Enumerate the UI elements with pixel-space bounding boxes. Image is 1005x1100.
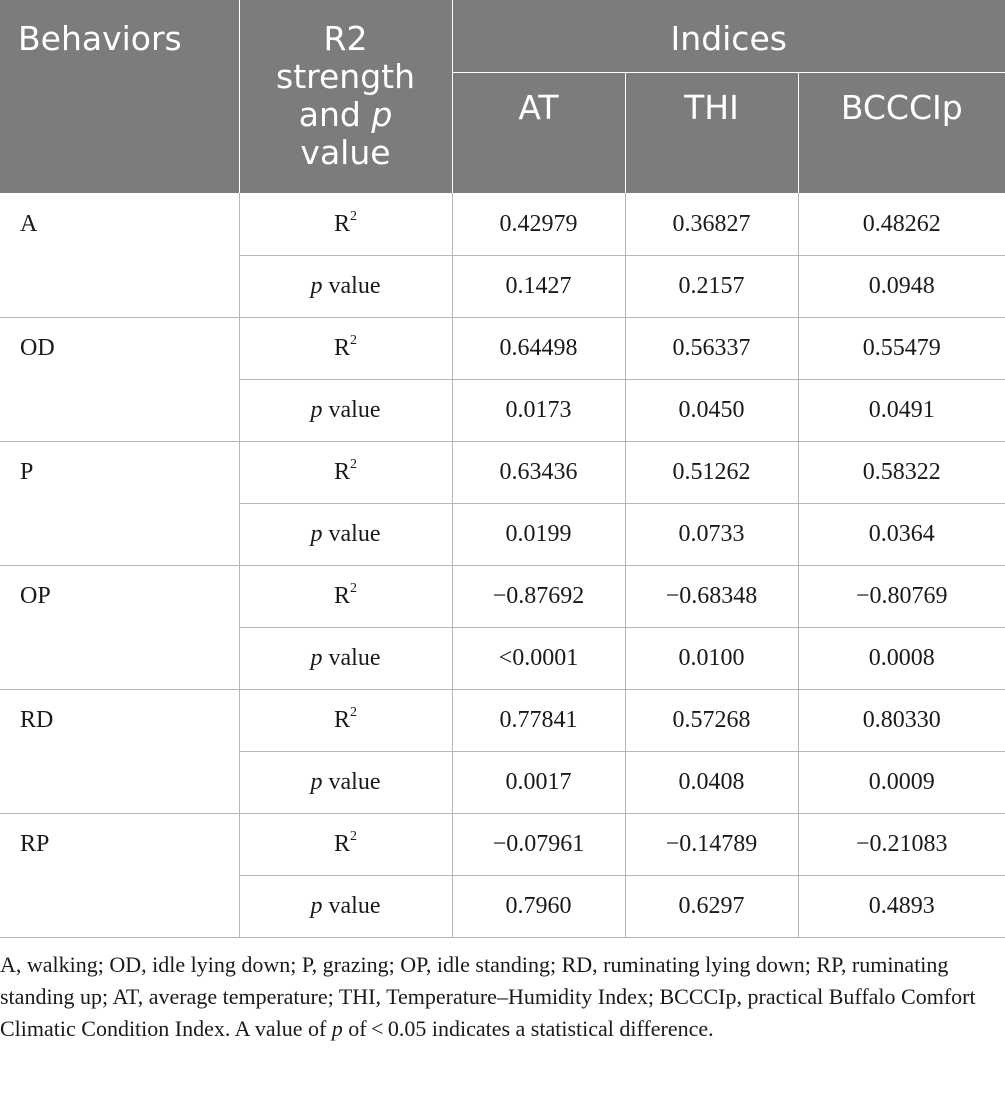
r2-base: R bbox=[333, 211, 350, 237]
r2-value: 0.56337 bbox=[625, 318, 798, 380]
footnote-text-before: A, walking; OD, idle lying down; P, grazing; OP, idle standing; RD, ruminating lying down; RP, ruminating standing up; AT, average temperature; THI, Temperature–Humidity Index; BCCCIp, practical Buffalo Comfort Climatic Condition Index. A value of bbox=[0, 952, 976, 1041]
p-italic: p bbox=[310, 273, 323, 299]
r2-superscript: 2 bbox=[350, 333, 357, 348]
r2-base: R bbox=[333, 583, 350, 609]
p-value: 0.0008 bbox=[798, 628, 1005, 690]
r2-value: −0.80769 bbox=[798, 566, 1005, 628]
r2-value: −0.07961 bbox=[452, 814, 625, 876]
header-indices: Indices bbox=[452, 0, 1005, 73]
r2-value: 0.58322 bbox=[798, 442, 1005, 504]
r2-base: R bbox=[333, 831, 350, 857]
header-r2-line2: strength bbox=[276, 57, 415, 96]
r2-value: 0.80330 bbox=[798, 690, 1005, 752]
header-index-at: AT bbox=[452, 73, 625, 194]
p-value: 0.4893 bbox=[798, 876, 1005, 938]
table-row-r2 bbox=[0, 814, 1005, 876]
table-header bbox=[0, 0, 1005, 193]
p-value: 0.0100 bbox=[625, 628, 798, 690]
p-value: 0.0491 bbox=[798, 380, 1005, 442]
table-row-r2 bbox=[0, 193, 1005, 256]
r2-superscript: 2 bbox=[350, 457, 357, 472]
p-italic: p bbox=[310, 521, 323, 547]
footnote-italic-p: p bbox=[331, 1016, 343, 1041]
p-value: 0.0364 bbox=[798, 504, 1005, 566]
p-value: 0.0408 bbox=[625, 752, 798, 814]
p-rest: value bbox=[322, 893, 381, 919]
p-value: 0.6297 bbox=[625, 876, 798, 938]
metric-label-p bbox=[239, 752, 452, 814]
footnote-text-after: of < 0.05 indicates a statistical difference. bbox=[342, 1016, 714, 1041]
r2-base: R bbox=[333, 707, 350, 733]
behavior-label: A bbox=[0, 193, 239, 318]
p-value: 0.0173 bbox=[452, 380, 625, 442]
table-row-r2 bbox=[0, 442, 1005, 504]
p-rest: value bbox=[322, 769, 381, 795]
p-italic: p bbox=[310, 645, 323, 671]
p-value: 0.7960 bbox=[452, 876, 625, 938]
table-body bbox=[0, 193, 1005, 938]
r2-superscript: 2 bbox=[350, 705, 357, 720]
r2-value: 0.48262 bbox=[798, 193, 1005, 256]
behavior-label: RP bbox=[0, 814, 239, 938]
header-r2-line4: value bbox=[300, 133, 391, 172]
metric-label-r2 bbox=[239, 690, 452, 752]
table-row-r2 bbox=[0, 566, 1005, 628]
p-rest: value bbox=[322, 397, 381, 423]
r2-value: 0.57268 bbox=[625, 690, 798, 752]
p-value: 0.0199 bbox=[452, 504, 625, 566]
p-value: 0.2157 bbox=[625, 256, 798, 318]
p-value: 0.1427 bbox=[452, 256, 625, 318]
p-italic: p bbox=[310, 769, 323, 795]
metric-label-r2 bbox=[239, 193, 452, 256]
p-value: 0.0017 bbox=[452, 752, 625, 814]
table-row-r2 bbox=[0, 690, 1005, 752]
metric-label-r2 bbox=[239, 814, 452, 876]
r2-value: −0.87692 bbox=[452, 566, 625, 628]
p-value: 0.0733 bbox=[625, 504, 798, 566]
p-rest: value bbox=[322, 521, 381, 547]
metric-label-r2 bbox=[239, 318, 452, 380]
behavior-label: OP bbox=[0, 566, 239, 690]
behavior-label: RD bbox=[0, 690, 239, 814]
header-r2-line3-prefix: and bbox=[298, 95, 361, 134]
r2-value: 0.42979 bbox=[452, 193, 625, 256]
metric-label-p bbox=[239, 380, 452, 442]
p-value: 0.0450 bbox=[625, 380, 798, 442]
header-r2-line3-italic: p bbox=[371, 95, 393, 134]
p-value: 0.0948 bbox=[798, 256, 1005, 318]
p-value: <0.0001 bbox=[452, 628, 625, 690]
metric-label-p bbox=[239, 876, 452, 938]
metric-label-p bbox=[239, 504, 452, 566]
metric-label-p bbox=[239, 628, 452, 690]
metric-label-p bbox=[239, 256, 452, 318]
metric-label-r2 bbox=[239, 566, 452, 628]
r2-value: −0.21083 bbox=[798, 814, 1005, 876]
header-index-thi: THI bbox=[625, 73, 798, 194]
header-index-bccip: BCCCIp bbox=[798, 73, 1005, 194]
table-row-r2 bbox=[0, 318, 1005, 380]
p-rest: value bbox=[322, 273, 381, 299]
header-r2-strength bbox=[239, 0, 452, 193]
r2-value: 0.77841 bbox=[452, 690, 625, 752]
r2-value: 0.36827 bbox=[625, 193, 798, 256]
r2-value: 0.51262 bbox=[625, 442, 798, 504]
r2-value: 0.64498 bbox=[452, 318, 625, 380]
r2-base: R bbox=[333, 335, 350, 361]
metric-label-r2 bbox=[239, 442, 452, 504]
table-footnote bbox=[0, 949, 1000, 1045]
p-italic: p bbox=[310, 397, 323, 423]
p-italic: p bbox=[310, 893, 323, 919]
behavior-label: P bbox=[0, 442, 239, 566]
behavior-label: OD bbox=[0, 318, 239, 442]
p-rest: value bbox=[322, 645, 381, 671]
r2-superscript: 2 bbox=[350, 209, 357, 224]
r2-value: −0.14789 bbox=[625, 814, 798, 876]
r2-superscript: 2 bbox=[350, 829, 357, 844]
r2-base: R bbox=[333, 459, 350, 485]
r2-value: 0.55479 bbox=[798, 318, 1005, 380]
header-r2-line1: R2 bbox=[323, 19, 368, 58]
p-value: 0.0009 bbox=[798, 752, 1005, 814]
r2-superscript: 2 bbox=[350, 581, 357, 596]
r2-value: −0.68348 bbox=[625, 566, 798, 628]
header-behaviors: Behaviors bbox=[0, 0, 239, 193]
r2-value: 0.63436 bbox=[452, 442, 625, 504]
